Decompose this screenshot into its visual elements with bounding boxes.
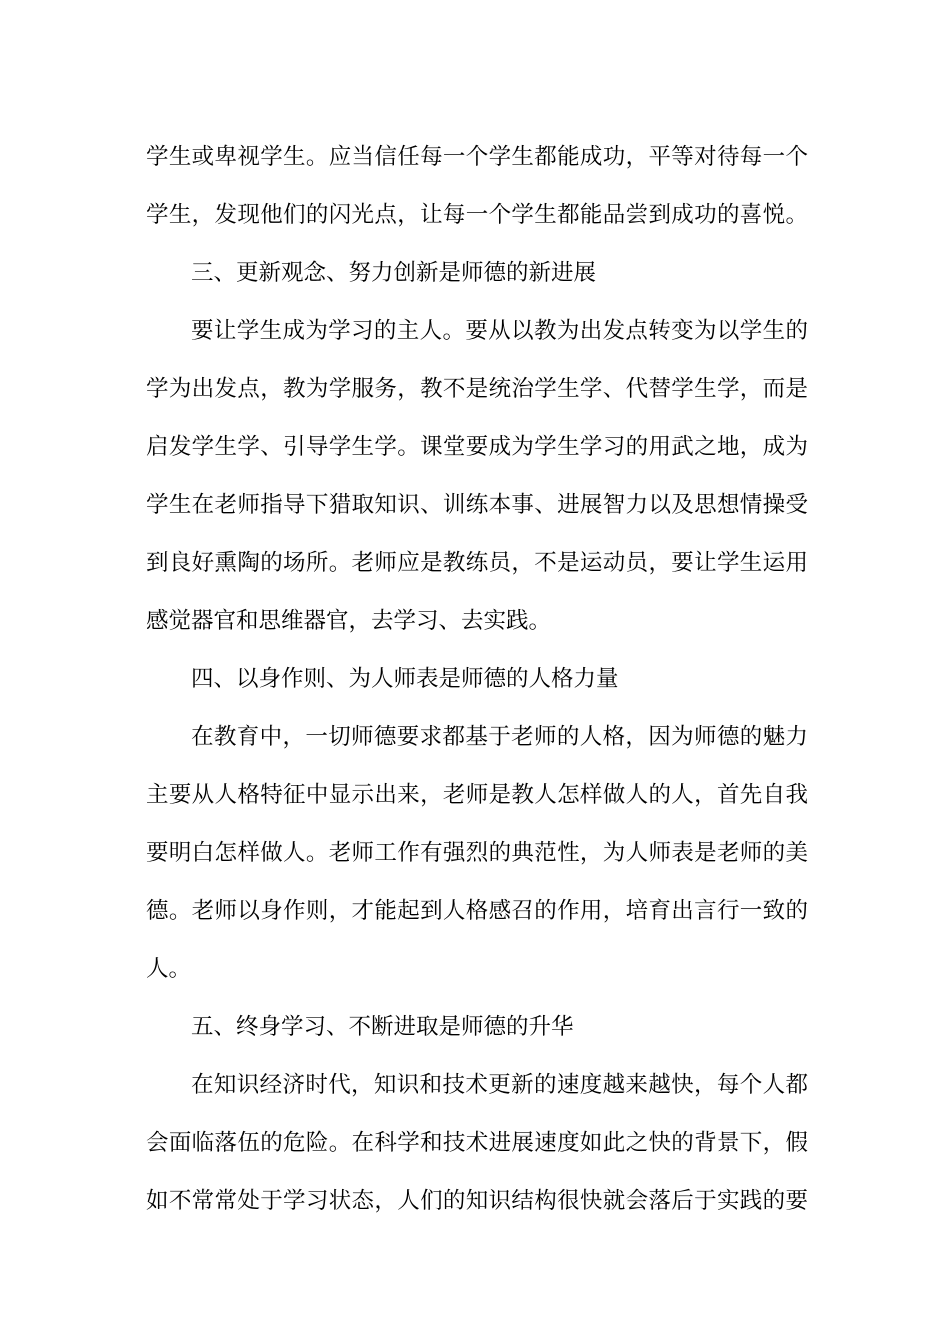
body-line: 主要从人格特征中显示出来，老师是教人怎样做人的人，首先自我	[146, 782, 808, 808]
body-line: 德。老师以身作则，才能起到人格感召的作用，培育出言行一致的	[146, 898, 808, 924]
body-line: 学生，发现他们的闪光点，让每一个学生都能品尝到成功的喜悦。	[146, 202, 808, 228]
body-line: 人。	[146, 956, 192, 982]
section-heading-3: 三、更新观念、努力创新是师德的新进展	[191, 260, 597, 286]
body-line: 感觉器官和思维器官，去学习、去实践。	[146, 608, 552, 634]
body-line: 学为出发点，教为学服务，教不是统治学生学、代替学生学，而是	[146, 376, 808, 402]
body-line: 要明白怎样做人。老师工作有强烈的典范性，为人师表是老师的美	[146, 840, 808, 866]
section-heading-4: 四、以身作则、为人师表是师德的人格力量	[191, 666, 619, 692]
body-line: 到良好熏陶的场所。老师应是教练员，不是运动员，要让学生运用	[146, 550, 808, 576]
body-line: 学生或卑视学生。应当信任每一个学生都能成功，平等对待每一个	[146, 144, 808, 170]
section-heading-5: 五、终身学习、不断进取是师德的升华	[191, 1014, 574, 1040]
paragraph-first-line: 在教育中，一切师德要求都基于老师的人格，因为师德的魅力	[191, 724, 808, 750]
body-line: 如不常常处于学习状态，人们的知识结构很快就会落后于实践的要	[146, 1188, 808, 1214]
paragraph-first-line: 在知识经济时代，知识和技术更新的速度越来越快，每个人都	[191, 1072, 808, 1098]
body-line: 学生在老师指导下猎取知识、训练本事、进展智力以及思想情操受	[146, 492, 808, 518]
body-line: 启发学生学、引导学生学。课堂要成为学生学习的用武之地，成为	[146, 434, 808, 460]
document-body	[146, 128, 808, 1230]
body-line: 会面临落伍的危险。在科学和技术进展速度如此之快的背景下，假	[146, 1130, 808, 1156]
paragraph-first-line: 要让学生成为学习的主人。要从以教为出发点转变为以学生的	[191, 318, 808, 344]
